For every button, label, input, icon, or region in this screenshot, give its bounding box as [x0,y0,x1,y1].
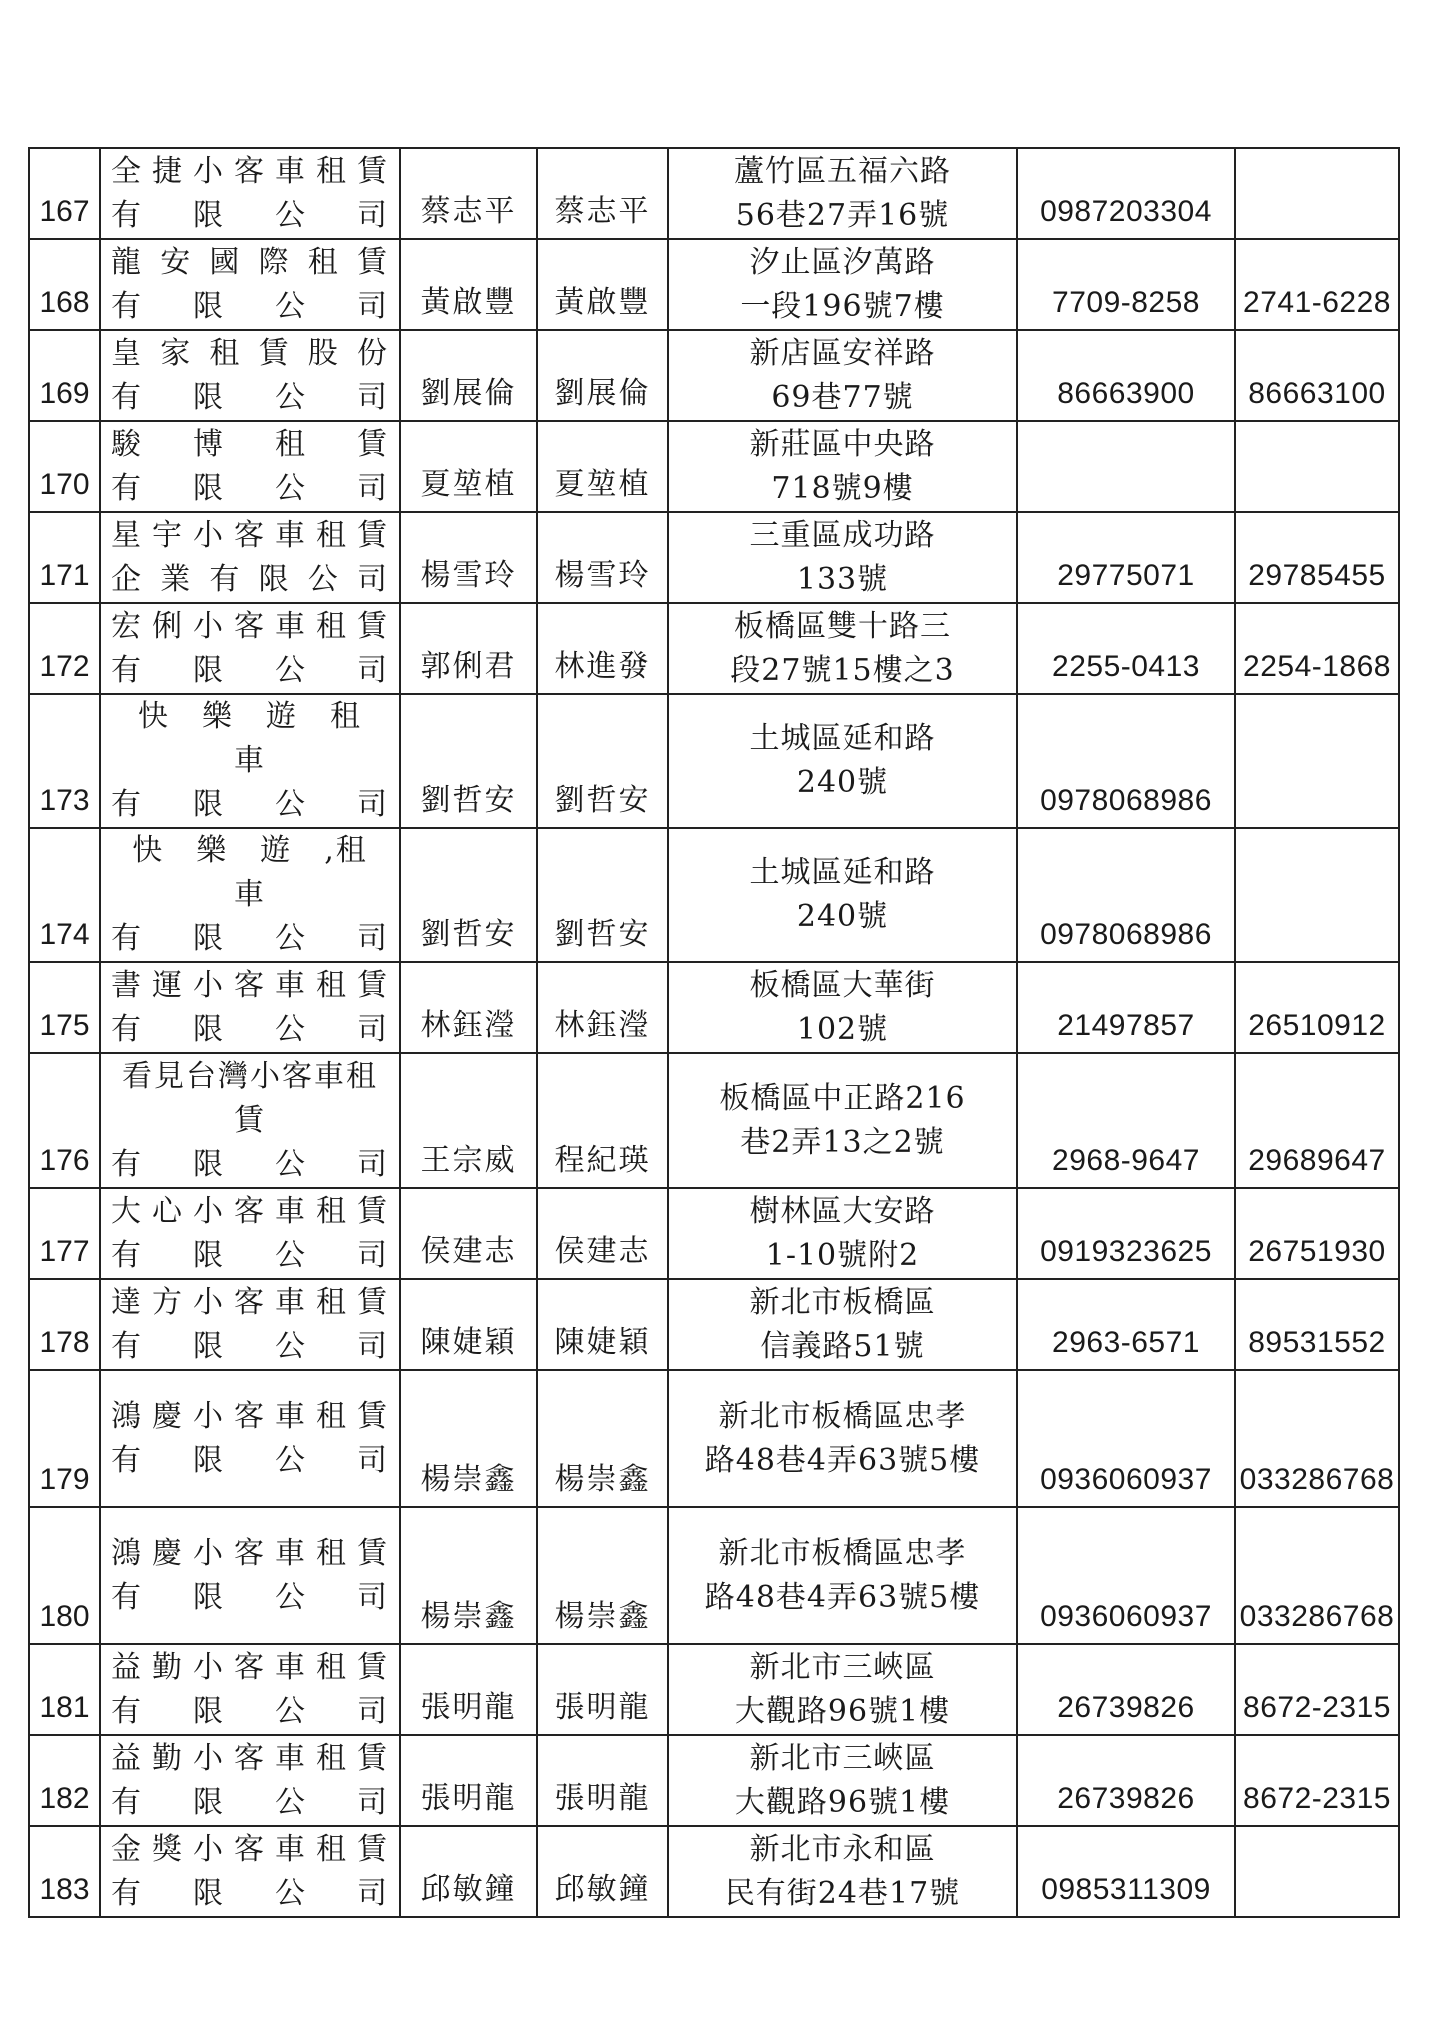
address-cell [668,1053,1017,1188]
company-name-line1: 達方小客車租賃 [111,1284,389,1320]
owner-cell [400,694,537,828]
phone-cell [1017,239,1235,330]
owner-name: 楊崇鑫 [420,1462,517,1497]
table-row [29,1735,1399,1826]
fax-number: 033286768 [1239,1600,1395,1633]
row-number: 173 [39,784,90,817]
owner-name: 蔡志平 [420,194,517,229]
owner-cell [400,239,537,330]
phone-cell [1017,1644,1235,1735]
row-number: 167 [39,195,90,228]
row-number: 179 [39,1463,90,1496]
manager-name: 林進發 [554,649,651,684]
owner-cell [400,603,537,694]
address-line1: 新北市板橋區 [749,1284,936,1320]
owner-name: 王宗威 [420,1143,517,1178]
address-cell [668,694,1017,828]
manager-name: 黃啟豐 [554,285,651,320]
address-line2: 民有街24巷17號 [724,1875,961,1911]
table-row [29,1826,1399,1917]
fax-number: 86663100 [1248,377,1386,410]
company-name-cell [100,1826,400,1917]
fax-number: 2741-6228 [1243,286,1391,319]
address-line1: 樹林區大安路 [749,1193,936,1229]
manager-cell [537,239,668,330]
phone-cell [1017,421,1235,512]
owner-cell [400,421,537,512]
table-row [29,828,1399,962]
manager-cell [537,1279,668,1370]
table-row [29,1644,1399,1735]
address-cell [668,1735,1017,1826]
address-line2: 718號9樓 [771,470,914,506]
row-number-cell [29,1644,100,1735]
row-number-cell [29,148,100,239]
table-body [29,148,1399,1917]
company-name-line2: 有 限 公 司 [111,470,389,506]
company-name-line1: 星宇小客車租賃 [111,517,389,553]
row-number: 181 [39,1691,90,1724]
phone-cell [1017,512,1235,603]
company-name-line2: 企業有限公司 [111,561,389,597]
fax-number: 26751930 [1248,1235,1386,1268]
fax-number: 2254-1868 [1243,650,1391,683]
company-name-line2: 有 限 公 司 [111,1011,389,1047]
company-name-cell [100,512,400,603]
address-line2: 路48巷4弄63號5樓 [704,1442,981,1478]
owner-cell [400,1826,537,1917]
address-line2: 133號 [796,561,889,597]
row-number: 172 [39,650,90,683]
manager-name: 程紀瑛 [554,1143,651,1178]
owner-cell [400,1188,537,1279]
owner-cell [400,1644,537,1735]
manager-name: 夏堃植 [554,467,651,502]
address-line2: 大觀路96號1樓 [734,1784,951,1820]
address-line1: 板橋區中正路216 [719,1080,966,1116]
fax-cell [1235,1279,1399,1370]
company-name-line2: 有 限 公 司 [111,1237,389,1273]
manager-cell [537,1507,668,1644]
address-cell [668,1279,1017,1370]
company-name-line2: 有 限 公 司 [111,787,389,822]
address-line2: 段27號15樓之3 [730,652,955,688]
manager-name: 邱敏鐘 [554,1872,651,1907]
owner-cell [400,1507,537,1644]
phone-number: 2255-0413 [1052,650,1200,683]
company-name-cell [100,148,400,239]
row-number: 169 [39,377,90,410]
owner-cell [400,330,537,421]
company-name-line1: 大心小客車租賃 [111,1193,389,1229]
phone-cell [1017,1826,1235,1917]
company-name-line1: 鴻慶小客車租賃 [111,1398,389,1434]
manager-cell [537,1644,668,1735]
phone-number: 86663900 [1057,377,1195,410]
manager-name: 劉哲安 [554,917,651,952]
address-line2: 102號 [796,1011,889,1047]
row-number: 182 [39,1782,90,1815]
address-line2: 240號 [796,765,889,800]
company-name-line2: 有 限 公 司 [111,1328,389,1364]
manager-cell [537,1053,668,1188]
manager-cell [537,1370,668,1507]
fax-cell [1235,694,1399,828]
fax-cell [1235,1507,1399,1644]
company-name-line1: 龍安國際租賃 [111,244,389,280]
phone-number: 2963-6571 [1052,1326,1200,1359]
fax-cell [1235,512,1399,603]
company-name-line2: 有 限 公 司 [111,1579,389,1615]
row-number-cell [29,603,100,694]
manager-name: 楊崇鑫 [554,1599,651,1634]
company-name-line1: 書運小客車租賃 [111,967,389,1003]
row-number-cell [29,1507,100,1644]
owner-name: 張明龍 [420,1781,517,1816]
row-number-cell [29,330,100,421]
phone-cell [1017,1279,1235,1370]
address-line1: 土城區延和路 [749,855,936,890]
phone-number: 0987203304 [1040,195,1212,228]
table-row [29,330,1399,421]
phone-number: 0936060937 [1040,1463,1212,1496]
company-name-line2: 有 限 公 司 [111,379,389,415]
manager-cell [537,1735,668,1826]
address-cell [668,1644,1017,1735]
owner-name: 張明龍 [420,1690,517,1725]
table-row [29,421,1399,512]
company-name-cell [100,1279,400,1370]
owner-name: 林鈺瀅 [420,1008,517,1043]
company-name-cell [100,694,400,828]
manager-name: 楊雪玲 [554,558,651,593]
fax-cell [1235,828,1399,962]
owner-cell [400,962,537,1053]
row-number: 174 [39,918,90,951]
table-row [29,239,1399,330]
company-name-line1: 益勤小客車租賃 [111,1740,389,1776]
table-row [29,1188,1399,1279]
table-row [29,1279,1399,1370]
address-cell [668,239,1017,330]
address-line2: 巷2弄13之2號 [740,1124,945,1160]
company-name-cell [100,239,400,330]
company-name-line1: 益勤小客車租賃 [111,1649,389,1685]
phone-number: 21497857 [1057,1009,1195,1042]
company-name-cell [100,1507,400,1644]
owner-name: 劉展倫 [420,376,517,411]
fax-cell [1235,1053,1399,1188]
phone-number: 7709-8258 [1052,286,1200,319]
address-cell [668,962,1017,1053]
manager-cell [537,330,668,421]
row-number-cell [29,512,100,603]
company-name-cell [100,1644,400,1735]
row-number: 177 [39,1235,90,1268]
company-name-line2: 有 限 公 司 [111,1442,389,1478]
owner-name: 侯建志 [420,1234,517,1269]
phone-cell [1017,1507,1235,1644]
address-line2: 240號 [796,899,889,934]
row-number-cell [29,828,100,962]
row-number-cell [29,1188,100,1279]
owner-name: 邱敏鐘 [420,1872,517,1907]
row-number: 175 [39,1009,90,1042]
owner-name: 郭俐君 [420,649,517,684]
manager-name: 張明龍 [554,1690,651,1725]
row-number-cell [29,239,100,330]
address-cell [668,603,1017,694]
manager-cell [537,148,668,239]
row-number-cell [29,1279,100,1370]
company-name-line2: 有 限 公 司 [111,921,389,956]
owner-cell [400,148,537,239]
phone-cell [1017,1370,1235,1507]
owner-name: 劉哲安 [420,917,517,952]
address-line1: 土城區延和路 [749,721,936,756]
phone-cell [1017,603,1235,694]
phone-number: 0985311309 [1041,1873,1211,1906]
fax-number: 29689647 [1248,1144,1386,1177]
phone-number: 0978068986 [1040,918,1212,951]
company-name-cell [100,421,400,512]
owner-cell [400,1370,537,1507]
table-row [29,603,1399,694]
fax-cell [1235,148,1399,239]
manager-cell [537,421,668,512]
fax-cell [1235,239,1399,330]
row-number: 178 [39,1326,90,1359]
address-line2: 大觀路96號1樓 [734,1693,951,1729]
phone-number: 2968-9647 [1052,1144,1200,1177]
manager-name: 楊崇鑫 [554,1462,651,1497]
manager-cell [537,1188,668,1279]
owner-name: 楊崇鑫 [420,1599,517,1634]
row-number-cell [29,962,100,1053]
fax-number: 8672-2315 [1243,1691,1391,1724]
owner-cell [400,1053,537,1188]
address-cell [668,828,1017,962]
manager-name: 張明龍 [554,1781,651,1816]
company-name-line1: 全捷小客車租賃 [111,153,389,189]
fax-cell [1235,1644,1399,1735]
company-name-line2: 有 限 公 司 [111,197,389,233]
row-number: 170 [39,468,90,501]
fax-cell [1235,1188,1399,1279]
row-number-cell [29,1735,100,1826]
row-number: 180 [39,1600,90,1633]
fax-number: 033286768 [1239,1463,1395,1496]
company-name-line2: 有 限 公 司 [111,1146,389,1182]
address-line1: 新店區安祥路 [749,335,936,371]
address-line1: 新北市板橋區忠孝 [718,1535,967,1571]
fax-number: 89531552 [1248,1326,1386,1359]
row-number: 183 [39,1873,90,1906]
row-number: 176 [39,1144,90,1177]
address-line1: 汐止區汐萬路 [749,244,936,280]
address-cell [668,1188,1017,1279]
company-name-cell [100,1735,400,1826]
table-row [29,694,1399,828]
phone-cell [1017,1188,1235,1279]
company-name-line2: 有 限 公 司 [111,652,389,688]
phone-number: 29775071 [1057,559,1195,592]
address-cell [668,330,1017,421]
fax-cell [1235,1735,1399,1826]
company-name-cell [100,1188,400,1279]
company-name-cell [100,1370,400,1507]
address-line1: 板橋區大華街 [749,967,936,1003]
phone-number: 26739826 [1057,1691,1195,1724]
company-name-line2: 有 限 公 司 [111,1875,389,1911]
phone-number: 0919323625 [1040,1235,1212,1268]
fax-cell [1235,421,1399,512]
company-name-line2: 有 限 公 司 [111,288,389,324]
company-name-line1: 駿 博 租 賃 [111,426,389,462]
company-name-line1: 快 樂 遊 ,租 車 [132,833,400,912]
fax-cell [1235,962,1399,1053]
table-row [29,1370,1399,1507]
address-line1: 三重區成功路 [749,517,936,553]
manager-name: 劉哲安 [554,783,651,818]
table-row [29,512,1399,603]
manager-cell [537,1826,668,1917]
company-name-line1: 看見台灣小客車租賃 [122,1058,378,1138]
table-row [29,962,1399,1053]
phone-number: 26739826 [1057,1782,1195,1815]
owner-name: 楊雪玲 [420,558,517,593]
row-number-cell [29,694,100,828]
table-row [29,1053,1399,1188]
phone-cell [1017,148,1235,239]
fax-cell [1235,1826,1399,1917]
owner-name: 黃啟豐 [420,285,517,320]
fax-number: 29785455 [1248,559,1386,592]
manager-cell [537,962,668,1053]
address-line2: 1-10號附2 [765,1237,920,1273]
phone-number: 0978068986 [1040,784,1212,817]
owner-name: 劉哲安 [420,783,517,818]
owner-cell [400,512,537,603]
company-name-line1: 鴻慶小客車租賃 [111,1535,389,1571]
owner-name: 夏堃植 [420,467,517,502]
address-line1: 新北市三峽區 [749,1649,936,1685]
owner-cell [400,1279,537,1370]
manager-name: 蔡志平 [554,194,651,229]
address-line1: 板橋區雙十路三 [734,608,951,644]
company-name-line2: 有 限 公 司 [111,1693,389,1729]
fax-cell [1235,1370,1399,1507]
table-row [29,148,1399,239]
manager-name: 林鈺瀅 [554,1008,651,1043]
company-name-line1: 皇家租賃股份 [111,335,389,371]
fax-cell [1235,603,1399,694]
company-name-cell [100,330,400,421]
address-cell [668,512,1017,603]
address-line1: 新北市板橋區忠孝 [718,1398,967,1434]
owner-cell [400,1735,537,1826]
address-cell [668,1507,1017,1644]
company-name-line1: 金獎小客車租賃 [111,1831,389,1867]
manager-name: 劉展倫 [554,376,651,411]
row-number: 171 [39,559,90,592]
row-number-cell [29,1826,100,1917]
fax-number: 8672-2315 [1243,1782,1391,1815]
manager-cell [537,603,668,694]
table-row [29,1507,1399,1644]
phone-cell [1017,330,1235,421]
row-number: 168 [39,286,90,319]
phone-cell [1017,828,1235,962]
address-line2: 信義路51號 [760,1328,925,1364]
owner-cell [400,828,537,962]
phone-number: 0936060937 [1040,1600,1212,1633]
phone-cell [1017,1735,1235,1826]
fax-cell [1235,330,1399,421]
manager-cell [537,512,668,603]
address-line2: 一段196號7樓 [740,288,945,324]
company-name-cell [100,603,400,694]
manager-name: 陳婕穎 [554,1325,651,1360]
fax-number: 26510912 [1248,1009,1386,1042]
address-line2: 56巷27弄16號 [735,197,950,233]
address-cell [668,421,1017,512]
owner-name: 陳婕穎 [420,1325,517,1360]
address-line2: 69巷77號 [771,379,914,415]
company-name-line1: 快 樂 遊 租 車 [138,699,394,778]
address-line2: 路48巷4弄63號5樓 [704,1579,981,1615]
address-line1: 蘆竹區五福六路 [734,153,951,189]
phone-cell [1017,1053,1235,1188]
address-cell [668,148,1017,239]
address-line1: 新北市永和區 [749,1831,936,1867]
address-cell [668,1826,1017,1917]
company-name-line2: 有 限 公 司 [111,1784,389,1820]
phone-cell [1017,694,1235,828]
rental-company-table [28,147,1400,1918]
company-name-cell [100,828,400,962]
row-number-cell [29,1053,100,1188]
manager-cell [537,828,668,962]
address-line1: 新北市三峽區 [749,1740,936,1776]
company-name-cell [100,962,400,1053]
row-number-cell [29,421,100,512]
manager-name: 侯建志 [554,1234,651,1269]
address-line1: 新莊區中央路 [749,426,936,462]
company-name-line1: 宏俐小客車租賃 [111,608,389,644]
address-cell [668,1370,1017,1507]
phone-cell [1017,962,1235,1053]
row-number-cell [29,1370,100,1507]
manager-cell [537,694,668,828]
company-name-cell [100,1053,400,1188]
